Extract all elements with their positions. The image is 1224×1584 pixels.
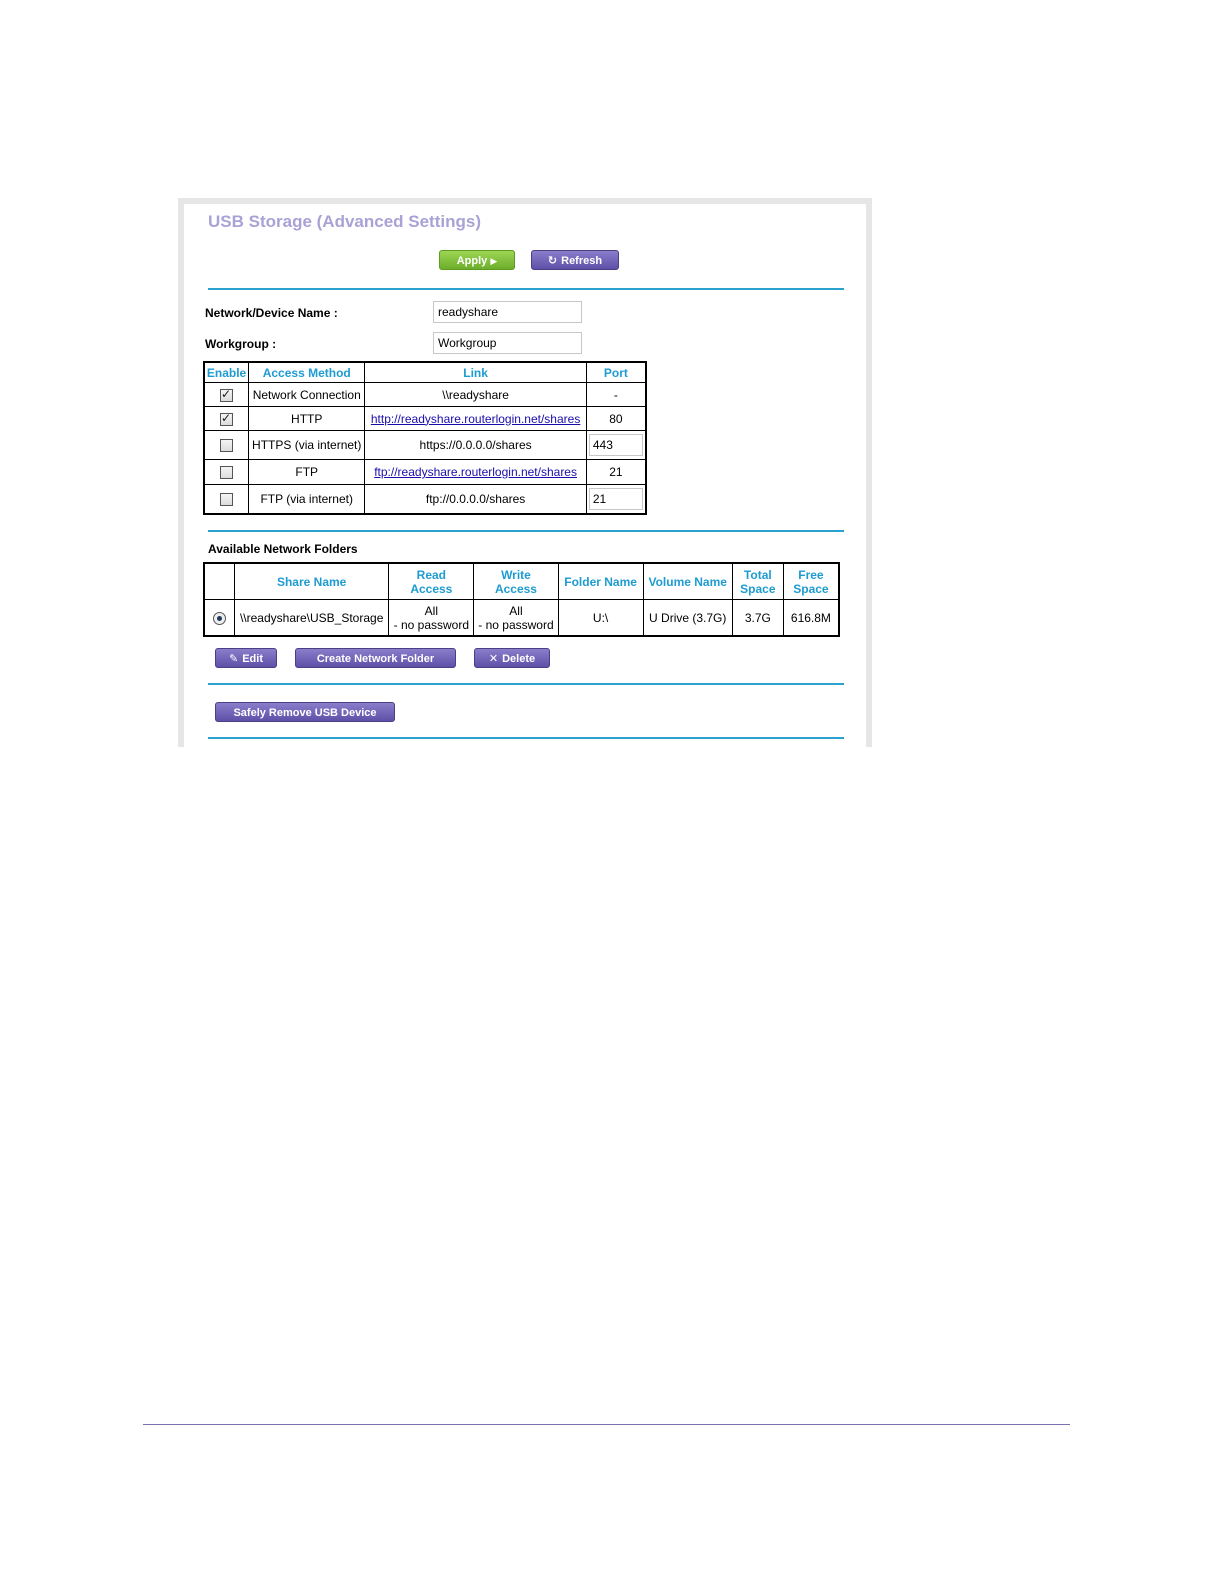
- device-name-label: Network/Device Name :: [205, 306, 338, 320]
- divider: [208, 683, 844, 685]
- link-cell: [365, 460, 587, 485]
- access-method-table: [204, 362, 646, 514]
- link-cell: \\readyshare: [365, 383, 587, 407]
- col-folder-name: Folder Name: [558, 564, 643, 600]
- enable-checkbox[interactable]: [220, 493, 233, 506]
- col-access-method: Access Method: [249, 363, 365, 383]
- table-row: [205, 460, 646, 485]
- enable-checkbox[interactable]: [220, 389, 233, 402]
- total-space-cell: 3.7G: [732, 600, 783, 636]
- volume-name-cell: U Drive (3.7G): [643, 600, 732, 636]
- share-link[interactable]: ftp://readyshare.routerlogin.net/shares: [374, 465, 577, 479]
- safely-remove-label: Safely Remove USB Device: [233, 707, 377, 719]
- delete-button[interactable]: [474, 648, 550, 668]
- link-cell: https://0.0.0.0/shares: [365, 431, 587, 460]
- create-network-folder-button[interactable]: [295, 648, 456, 668]
- table-row: [205, 485, 646, 514]
- table-row: [205, 383, 646, 407]
- access-method-cell: Network Connection: [249, 383, 365, 407]
- delete-label: Delete: [502, 653, 536, 665]
- create-label: Create Network Folder: [316, 653, 435, 665]
- col-select: [205, 564, 235, 600]
- port-input[interactable]: [589, 488, 643, 510]
- share-name-cell: \\readyshare\USB_Storage: [235, 600, 389, 636]
- col-free-space: Free Space: [783, 564, 838, 600]
- pencil-icon: ✎: [229, 653, 239, 665]
- col-total-space: Total Space: [732, 564, 783, 600]
- port-cell: -: [586, 383, 645, 407]
- port-cell: [586, 431, 645, 460]
- apply-label: Apply: [456, 255, 488, 267]
- free-space-cell: 616.8M: [783, 600, 838, 636]
- divider: [208, 288, 844, 290]
- col-link: Link: [365, 363, 587, 383]
- refresh-label: Refresh: [561, 255, 603, 267]
- link-cell: ftp://0.0.0.0/shares: [365, 485, 587, 514]
- enable-cell: [205, 485, 249, 514]
- access-method-cell: HTTPS (via internet): [249, 431, 365, 460]
- access-method-cell: HTTP: [249, 407, 365, 431]
- col-port: Port: [586, 363, 645, 383]
- divider: [208, 737, 844, 739]
- folder-name-cell: U:\: [558, 600, 643, 636]
- enable-cell: [205, 407, 249, 431]
- close-icon: ✕: [488, 653, 499, 665]
- port-cell: 21: [586, 460, 645, 485]
- col-volume-name: Volume Name: [643, 564, 732, 600]
- table-row: [205, 407, 646, 431]
- footer-divider: [143, 1424, 1070, 1425]
- enable-cell: [205, 431, 249, 460]
- network-folders-table: [204, 563, 839, 636]
- refresh-icon: ↻: [547, 255, 558, 267]
- enable-checkbox[interactable]: [220, 466, 233, 479]
- col-share-name: Share Name: [235, 564, 389, 600]
- usb-storage-panel: [178, 198, 872, 747]
- refresh-button[interactable]: [531, 250, 619, 270]
- port-input[interactable]: [589, 434, 643, 456]
- select-cell: [205, 600, 235, 636]
- safely-remove-usb-button[interactable]: [215, 702, 395, 722]
- page-title: USB Storage (Advanced Settings): [208, 212, 481, 231]
- play-arrow-icon: ▶: [490, 256, 498, 266]
- edit-label: Edit: [242, 653, 263, 665]
- divider: [208, 530, 844, 532]
- write-access-cell: All - no password: [474, 600, 558, 636]
- share-link[interactable]: http://readyshare.routerlogin.net/shares: [370, 411, 581, 426]
- apply-button[interactable]: [439, 250, 515, 270]
- enable-checkbox[interactable]: [220, 413, 233, 426]
- col-write-access: Write Access: [474, 564, 558, 600]
- workgroup-input[interactable]: [433, 332, 582, 354]
- access-method-cell: FTP (via internet): [249, 485, 365, 514]
- read-access-cell: All - no password: [389, 600, 474, 636]
- workgroup-label: Workgroup :: [205, 337, 277, 351]
- enable-checkbox[interactable]: [220, 439, 233, 452]
- link-cell: [365, 407, 587, 431]
- table-row[interactable]: [205, 600, 839, 636]
- device-name-input[interactable]: [433, 301, 582, 323]
- edit-button[interactable]: [215, 648, 277, 668]
- col-enable: Enable: [205, 363, 249, 383]
- folder-radio[interactable]: [213, 612, 226, 625]
- port-cell: 80: [586, 407, 645, 431]
- col-read-access: Read Access: [389, 564, 474, 600]
- access-method-cell: FTP: [249, 460, 365, 485]
- enable-cell: [205, 383, 249, 407]
- enable-cell: [205, 460, 249, 485]
- folders-section-title: Available Network Folders: [208, 542, 358, 556]
- port-cell: [586, 485, 645, 514]
- table-row: [205, 431, 646, 460]
